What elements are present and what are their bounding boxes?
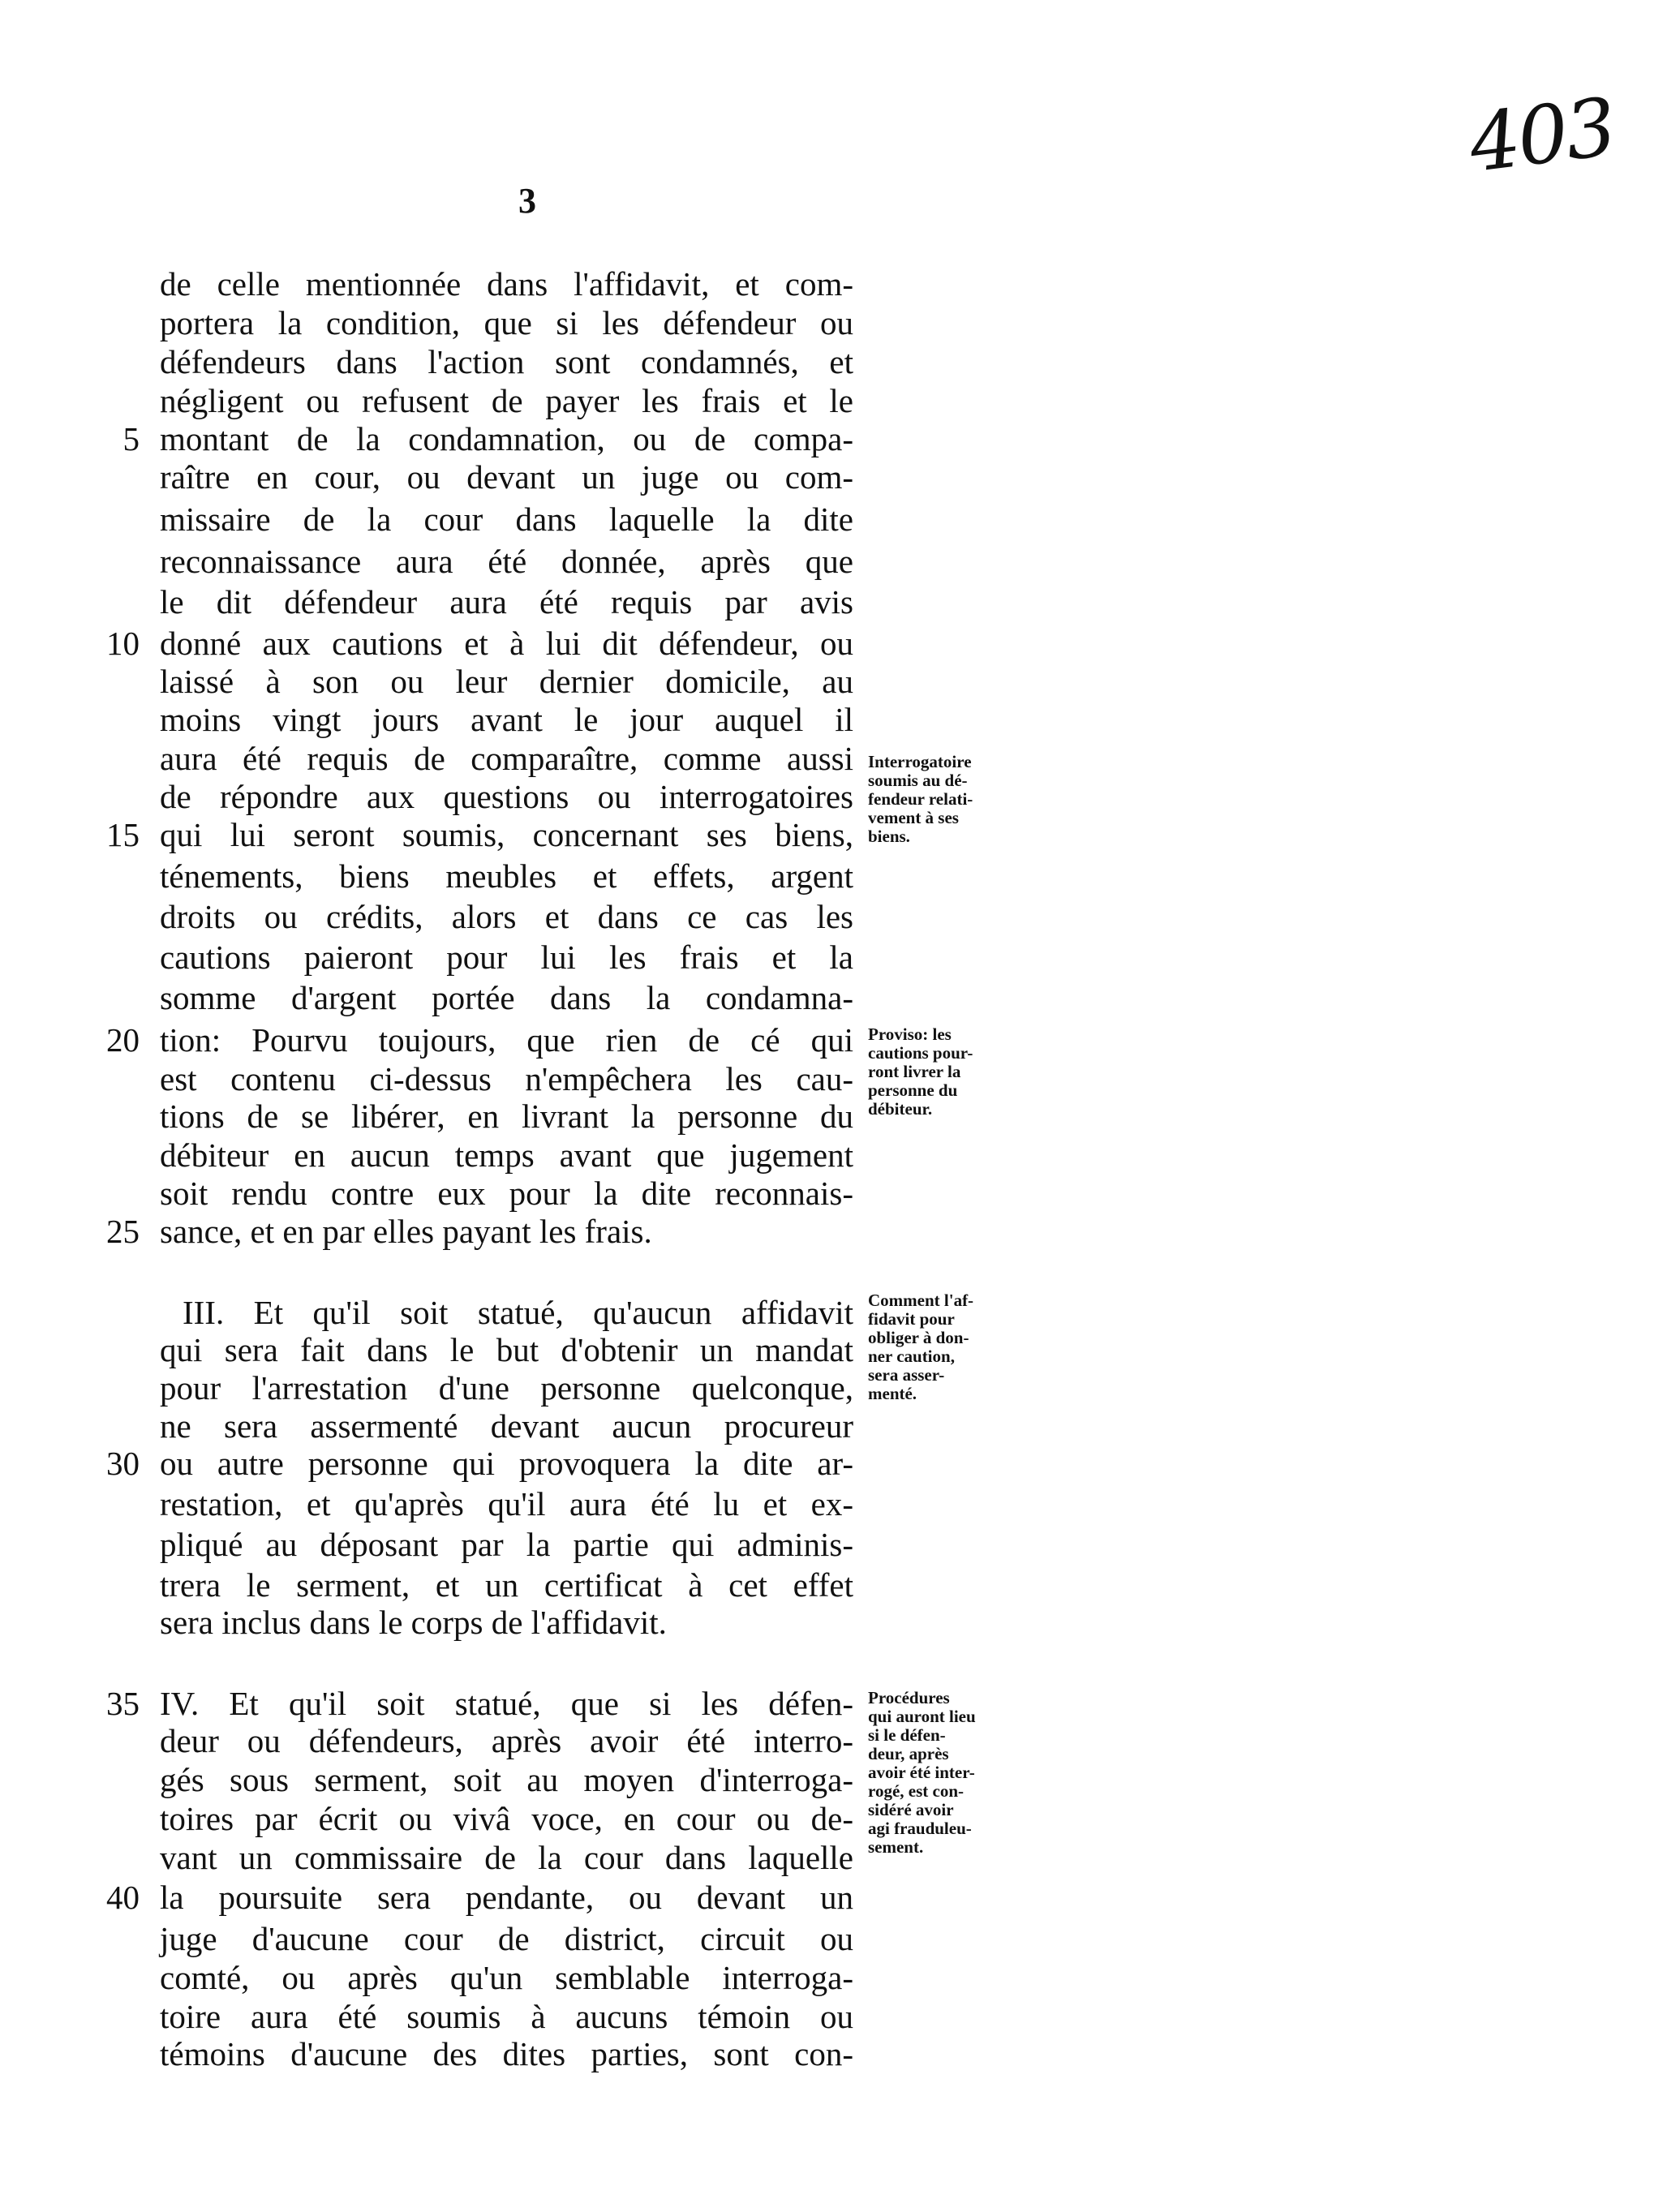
section-heading-line: IV. Et qu'il soit statué, que si les défen- (160, 1685, 853, 1722)
body-text-line: trera le serment, et un certificat à cet effet (160, 1566, 853, 1604)
body-text-line: témoins d'aucune des dites parties, sont con- (160, 2035, 853, 2072)
body-text-line: qui sera fait dans le but d'obtenir un mandat (160, 1331, 853, 1368)
margin-note-line: personne du (868, 1080, 958, 1100)
margin-note-line: soumis au dé- (868, 771, 968, 790)
body-text-line: de répondre aux questions ou interrogatoires (160, 778, 853, 815)
body-text-line: portera la condition, que si les défendeur ou (160, 304, 853, 341)
body-text-line: raître en cour, ou devant un juge ou com- (160, 458, 853, 496)
margin-note-line: qui auront lieu (868, 1707, 976, 1726)
margin-note-line: Comment l'af- (868, 1291, 974, 1310)
body-text-line: ne sera assermenté devant aucun procureur (160, 1407, 853, 1445)
margin-note-interrogatoire (868, 753, 1034, 846)
body-text-line: vant un commissaire de la cour dans laquelle (160, 1839, 853, 1876)
body-text-line: laissé à son ou leur dernier domicile, au (160, 663, 853, 700)
line-number: 5 (122, 420, 140, 457)
margin-note-line: deur, après (868, 1744, 949, 1763)
margin-note-line: débiteur. (868, 1099, 933, 1119)
margin-note-line: vement à ses (868, 808, 959, 827)
margin-note-line: fendeur relati- (868, 789, 973, 809)
margin-note-line: Procédures (868, 1688, 950, 1707)
body-text-line: le dit défendeur aura été requis par avis (160, 583, 853, 621)
body-text-line: restation, et qu'après qu'il aura été lu et ex- (160, 1485, 853, 1523)
margin-note-line: cautions pour- (868, 1043, 973, 1063)
line-number: 10 (106, 625, 140, 662)
body-text-line: ou autre personne qui provoquera la dite ar- (160, 1445, 853, 1482)
body-text-line: missaire de la cour dans laquelle la dite (160, 500, 853, 538)
body-text-line: somme d'argent portée dans la condamna- (160, 979, 853, 1016)
margin-note-line: Proviso: les (868, 1024, 952, 1044)
margin-note-proviso (868, 1025, 1034, 1119)
body-text-line: négligent ou refusent de payer les frais et le (160, 382, 853, 419)
margin-note-line: avoir été inter- (868, 1763, 975, 1782)
body-text-line: aura été requis de comparaître, comme aussi (160, 740, 853, 777)
body-text-line: est contenu ci-dessus n'empêchera les cau- (160, 1060, 853, 1097)
margin-note-line: ront livrer la (868, 1062, 961, 1081)
body-text-line: juge d'aucune cour de district, circuit ou (160, 1920, 853, 1957)
margin-note-line: menté. (868, 1384, 917, 1403)
body-text-line: la poursuite sera pendante, ou devant un (160, 1879, 853, 1916)
body-text-line: comté, ou après qu'un semblable interroga- (160, 1959, 853, 1996)
margin-note-line: biens. (868, 827, 910, 846)
body-text-line: débiteur en aucun temps avant que jugement (160, 1136, 853, 1174)
margin-note-line: rogé, est con- (868, 1781, 964, 1801)
line-number: 15 (106, 816, 140, 853)
margin-note-line: fidavit pour (868, 1309, 955, 1329)
body-text-line: deur ou défendeurs, après avoir été interro- (160, 1722, 853, 1759)
margin-note-line: Interrogatoire (868, 752, 972, 771)
body-text-line: tions de se libérer, en livrant la personne du (160, 1097, 853, 1135)
margin-note-procedures (868, 1689, 1034, 1857)
body-text-line: soit rendu contre eux pour la dite reconnais- (160, 1175, 853, 1212)
section-heading-line: III. Et qu'il soit statué, qu'aucun affidavit (183, 1294, 853, 1331)
handwritten-folio-number: 403 (1464, 81, 1619, 191)
body-text-line: sera inclus dans le corps de l'affidavit. (160, 1604, 667, 1641)
margin-note-line: obliger à don- (868, 1328, 969, 1347)
body-text-line: qui lui seront soumis, concernant ses biens, (160, 816, 853, 853)
line-number: 25 (106, 1213, 140, 1250)
body-text-line: toires par écrit ou vivâ voce, en cour ou de- (160, 1800, 853, 1837)
body-text-line: défendeurs dans l'action sont condamnés, et (160, 343, 853, 380)
margin-note-line: sera asser- (868, 1365, 945, 1385)
body-text-line: pliqué au déposant par la partie qui adminis- (160, 1526, 853, 1563)
line-number: 20 (106, 1021, 140, 1059)
margin-note-affidavit (868, 1291, 1034, 1403)
body-text-line: gés sous serment, soit au moyen d'interroga- (160, 1761, 853, 1798)
body-text-line: moins vingt jours avant le jour auquel il (160, 701, 853, 738)
page-number: 3 (518, 181, 536, 221)
body-text-line: ténements, biens meubles et effets, argent (160, 857, 853, 895)
body-text-line: de celle mentionnée dans l'affidavit, et com- (160, 265, 853, 303)
body-text-line: donné aux cautions et à lui dit défendeur, ou (160, 625, 853, 662)
body-text-line: toire aura été soumis à aucuns témoin ou (160, 1998, 853, 2035)
body-text-line: droits ou crédits, alors et dans ce cas les (160, 898, 853, 935)
margin-note-line: agi frauduleu- (868, 1819, 972, 1838)
body-text-line: sance, et en par elles payant les frais. (160, 1213, 652, 1250)
margin-note-line: ner caution, (868, 1347, 955, 1366)
margin-note-line: sement. (868, 1837, 924, 1857)
margin-note-line: sidéré avoir (868, 1800, 954, 1819)
line-number: 30 (106, 1445, 140, 1482)
line-number: 35 (106, 1685, 140, 1722)
body-text-line: tion: Pourvu toujours, que rien de cé qui (160, 1021, 853, 1059)
body-text-line: pour l'arrestation d'une personne quelconque, (160, 1369, 853, 1407)
margin-note-line: si le défen- (868, 1725, 946, 1745)
line-number: 40 (106, 1879, 140, 1916)
body-text-line: cautions paieront pour lui les frais et la (160, 938, 853, 976)
body-text-line: reconnaissance aura été donnée, après que (160, 543, 853, 580)
body-text-line: montant de la condamnation, ou de compa- (160, 420, 853, 457)
